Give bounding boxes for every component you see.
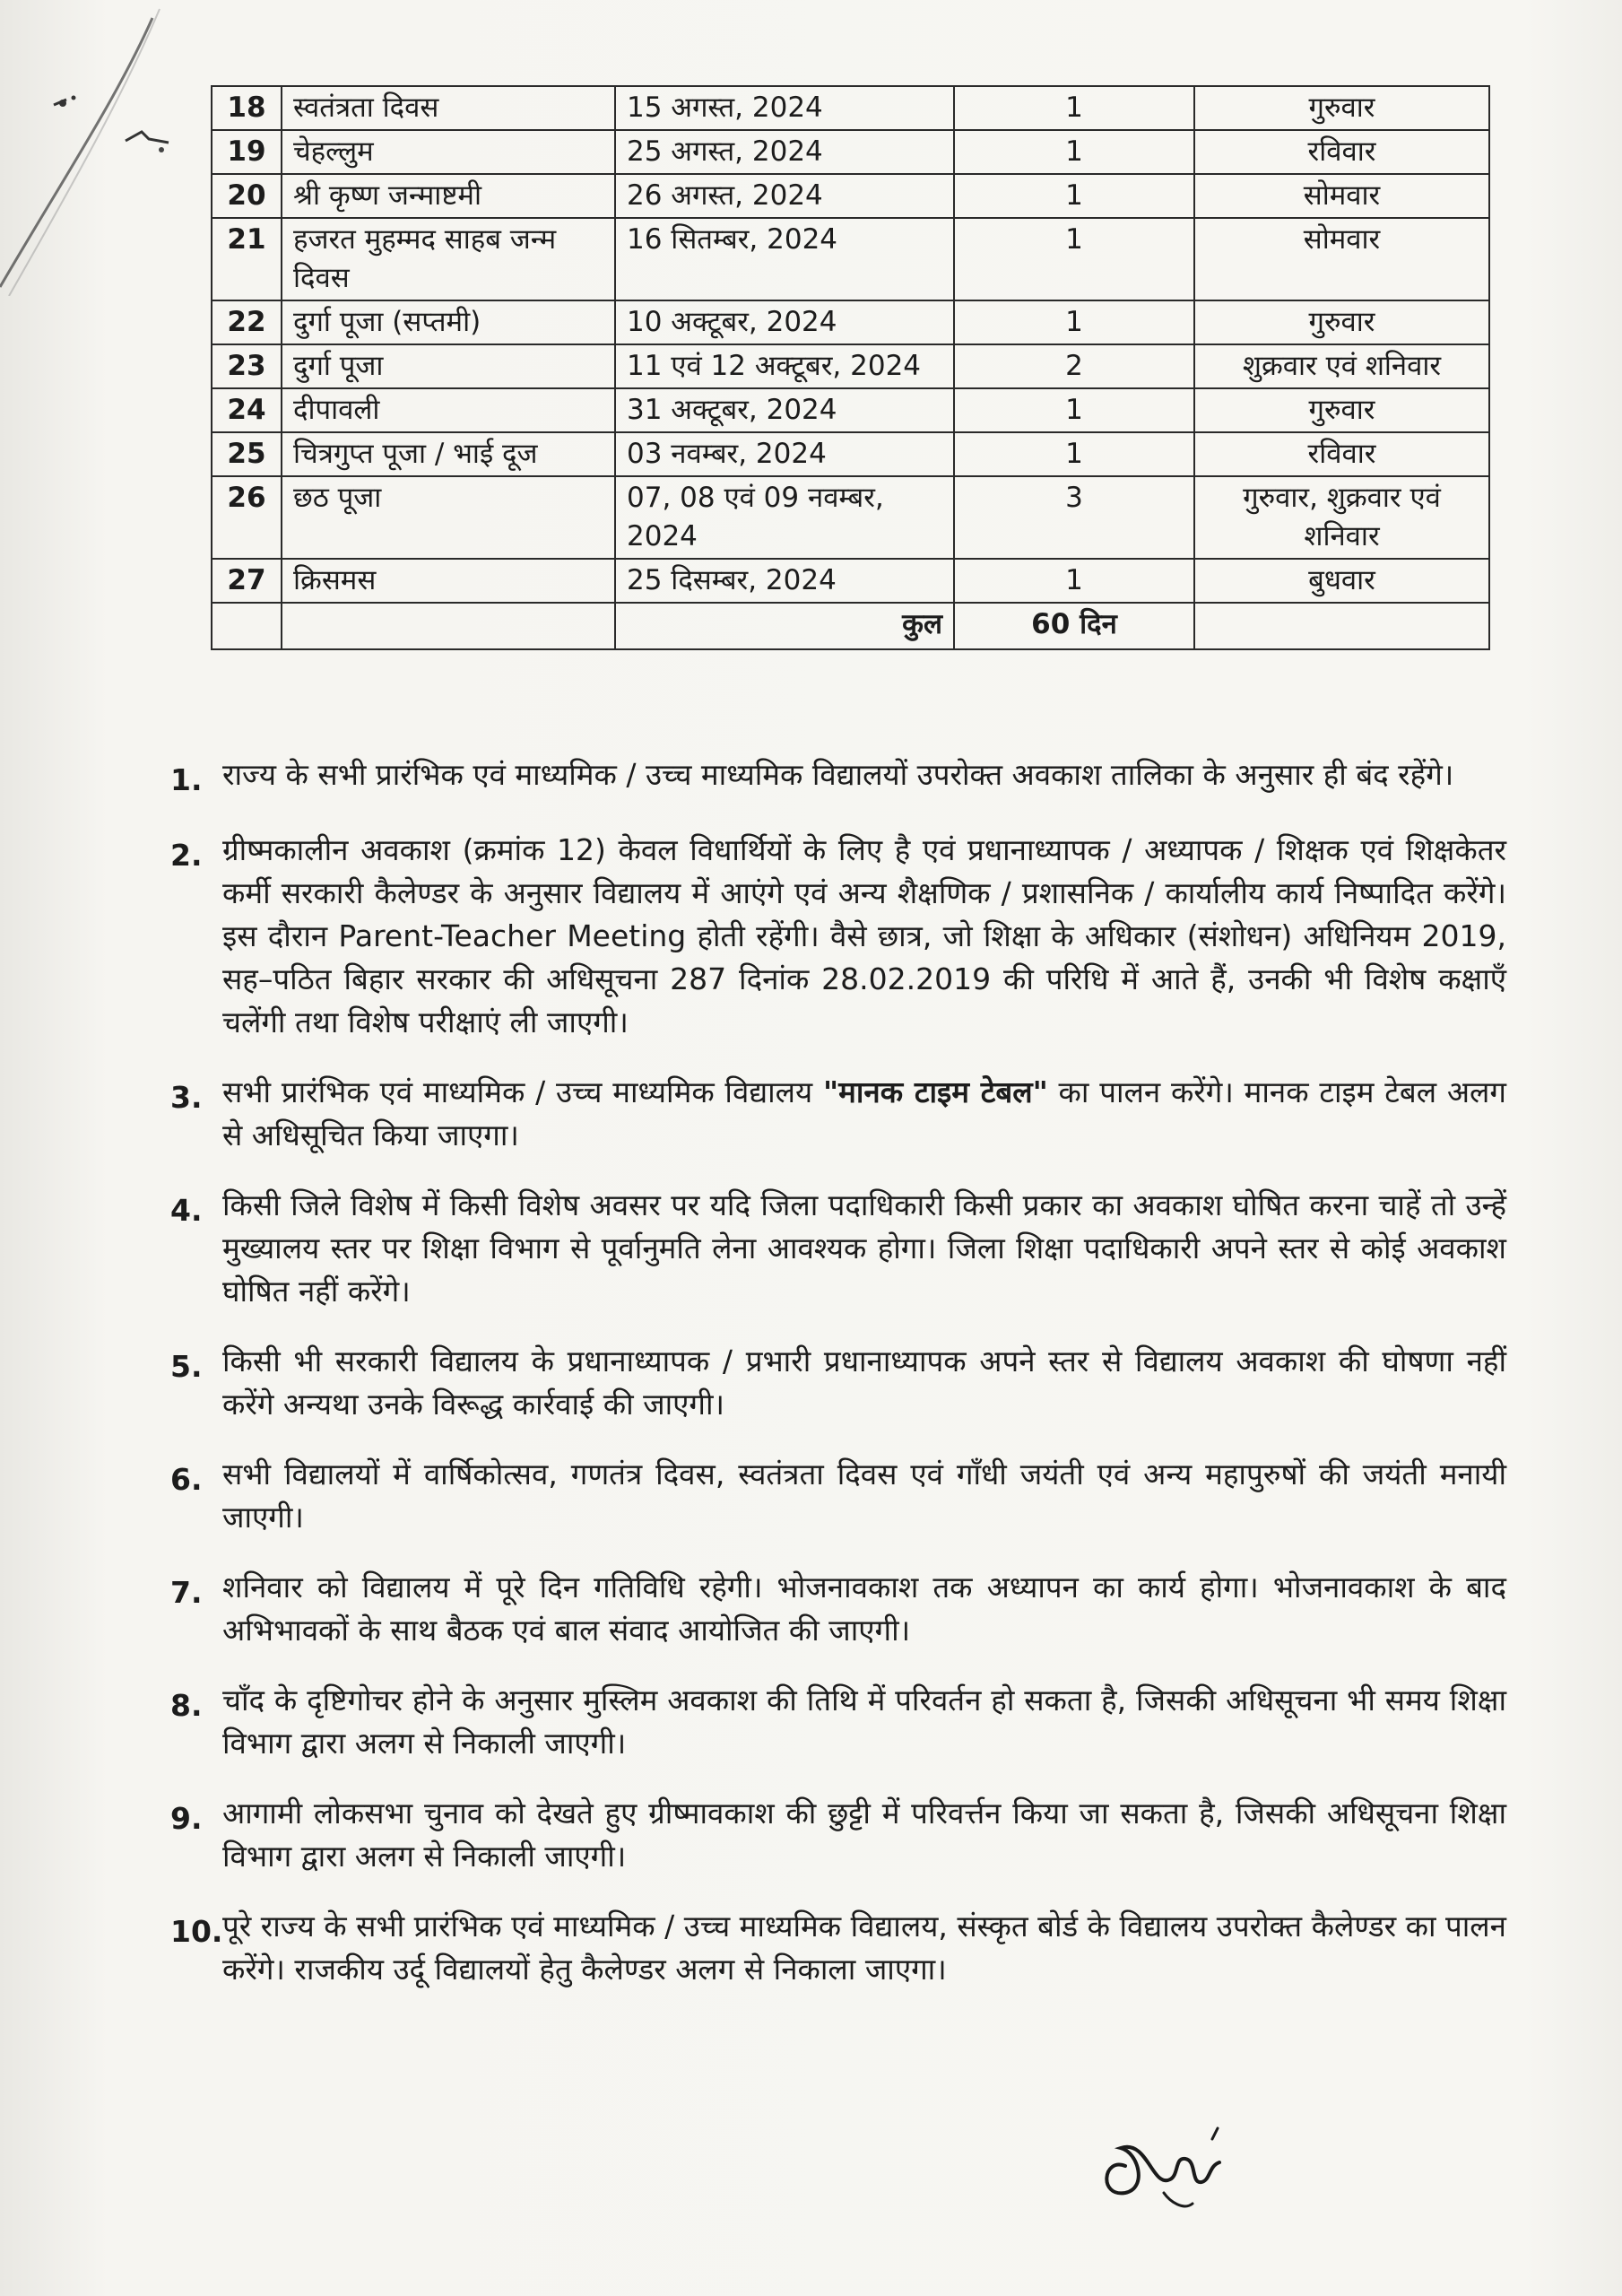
weekday-cell: गुरुवार (1194, 388, 1489, 432)
serial-number-cell: 18 (212, 86, 282, 130)
holiday-date-cell: 07, 08 एवं 09 नवम्बर, 2024 (615, 476, 954, 559)
table-row (212, 432, 1489, 476)
holiday-date-cell: 25 दिसम्बर, 2024 (615, 559, 954, 603)
weekday-cell: बुधवार (1194, 559, 1489, 603)
weekday-cell: सोमवार (1194, 174, 1489, 218)
holiday-name-cell: स्वतंत्रता दिवस (282, 86, 615, 130)
total-row (212, 603, 1489, 649)
note-number: 2. (170, 838, 203, 873)
serial-number-cell: 20 (212, 174, 282, 218)
note-item (170, 1071, 1506, 1157)
table-row (212, 86, 1489, 130)
table-row (212, 388, 1489, 432)
handwritten-signature (1085, 2103, 1237, 2220)
holiday-name-cell: छठ पूजा (282, 476, 615, 559)
holiday-date-cell: 25 अगस्त, 2024 (615, 130, 954, 174)
note-item (170, 1453, 1506, 1539)
holiday-date-cell: 11 एवं 12 अक्टूबर, 2024 (615, 344, 954, 388)
note-number: 10. (170, 1914, 223, 1949)
weekday-cell: सोमवार (1194, 218, 1489, 300)
holiday-table (211, 85, 1490, 650)
table-row (212, 218, 1489, 300)
standard-time-table-highlight: "मानक टाइम टेबल" (822, 1074, 1048, 1109)
serial-number-cell: 22 (212, 300, 282, 344)
days-count-cell: 1 (954, 432, 1194, 476)
serial-number-cell: 21 (212, 218, 282, 300)
note-text-part: का पालन करेंगे। मानक टाइम टेबल अलग से अधिसूचित किया जाएगा। (222, 1074, 1507, 1152)
table-row (212, 174, 1489, 218)
days-count-cell: 1 (954, 388, 1194, 432)
serial-number-cell: 19 (212, 130, 282, 174)
total-days-value: 60 दिन (954, 603, 1194, 649)
note-text: किसी जिले विशेष में किसी विशेष अवसर पर यदि जिला पदाधिकारी किसी प्रकार का अवकाश घोषित करना चाहें तो उन्हें मुख्यालय स्तर पर शिक्षा विभाग से पूर्वानुमति लेना आवश्यक होगा। जिला शिक्षा पदाधिकारी अपने स्तर से कोई अवकाश घोषित नहीं करेंगे। (222, 1187, 1506, 1309)
days-count-cell: 1 (954, 218, 1194, 300)
holiday-date-cell: 26 अगस्त, 2024 (615, 174, 954, 218)
note-number: 8. (170, 1688, 203, 1723)
table-row (212, 130, 1489, 174)
holiday-date-cell: 03 नवम्बर, 2024 (615, 432, 954, 476)
days-count-cell: 1 (954, 130, 1194, 174)
holiday-date-cell: 31 अक्टूबर, 2024 (615, 388, 954, 432)
note-number: 9. (170, 1801, 203, 1836)
note-text: किसी भी सरकारी विद्यालय के प्रधानाध्यापक / प्रभारी प्रधानाध्यापक अपने स्तर से विद्यालय अवकाश की घोषणा नहीं करेंगे अन्यथा उनके विरूद्ध कार्रवाई की जाएगी। (222, 1344, 1506, 1422)
days-count-cell: 3 (954, 476, 1194, 559)
note-item (170, 829, 1506, 1044)
serial-number-cell: 27 (212, 559, 282, 603)
holiday-table-body (212, 86, 1489, 649)
holiday-name-cell: दुर्गा पूजा (सप्तमी) (282, 300, 615, 344)
note-text (222, 1071, 1506, 1157)
holiday-name-cell: चित्रगुप्त पूजा / भाई दूज (282, 432, 615, 476)
table-row (212, 476, 1489, 559)
note-text: सभी विद्यालयों में वार्षिकोत्सव, गणतंत्र दिवस, स्वतंत्रता दिवस एवं गाँधी जयंती एवं अन्य महापुरुषों की जयंती मनायी जाएगी। (222, 1457, 1506, 1535)
empty-cell (212, 603, 282, 649)
total-label: कुल (615, 603, 954, 649)
holiday-date-cell: 15 अगस्त, 2024 (615, 86, 954, 130)
weekday-cell: रविवार (1194, 130, 1489, 174)
ink-smudge (36, 85, 197, 184)
note-text: पूरे राज्य के सभी प्रारंभिक एवं माध्यमिक / उच्च माध्यमिक विद्यालय, संस्कृत बोर्ड के विद्यालय उपरोक्त कैलेण्डर का पालन करेंगे। राजकीय उर्दू विद्यालयों हेतु कैलेण्डर अलग से निकाला जाएगा। (222, 1909, 1506, 1987)
days-count-cell: 1 (954, 300, 1194, 344)
holiday-date-cell: 10 अक्टूबर, 2024 (615, 300, 954, 344)
empty-cell (1194, 603, 1489, 649)
days-count-cell: 1 (954, 174, 1194, 218)
note-number: 4. (170, 1193, 203, 1228)
notes-list (170, 753, 1506, 2018)
days-count-cell: 1 (954, 86, 1194, 130)
note-number: 7. (170, 1575, 203, 1610)
note-text: आगामी लोकसभा चुनाव को देखते हुए ग्रीष्मावकाश की छुट्टी में परिवर्त्तन किया जा सकता है, जिसकी अधिसूचना शिक्षा विभाग द्वारा अलग से निकाली जाएगी। (222, 1796, 1506, 1874)
note-item (170, 1792, 1506, 1878)
days-count-cell: 1 (954, 559, 1194, 603)
table-row (212, 300, 1489, 344)
note-item (170, 1905, 1506, 1991)
weekday-cell: गुरुवार (1194, 300, 1489, 344)
holiday-name-cell: दीपावली (282, 388, 615, 432)
serial-number-cell: 26 (212, 476, 282, 559)
holiday-date-cell: 16 सितम्बर, 2024 (615, 218, 954, 300)
weekday-cell: शुक्रवार एवं शनिवार (1194, 344, 1489, 388)
table-row (212, 344, 1489, 388)
weekday-cell: गुरुवार, शुक्रवार एवं शनिवार (1194, 476, 1489, 559)
serial-number-cell: 24 (212, 388, 282, 432)
note-item (170, 1340, 1506, 1426)
note-text: ग्रीष्मकालीन अवकाश (क्रमांक 12) केवल विधार्थियों के लिए है एवं प्रधानाध्यापक / अध्यापक / शिक्षक एवं शिक्षकेतर कर्मी सरकारी कैलेण्डर के अनुसार विद्यालय में आएंगे एवं अन्य शैक्षणिक / प्रशासनिक / कार्यालीय कार्य निष्पादित करेंगे। इस दौरान Parent-Teacher Meeting होती रहेंगी। वैसे छात्र, जो शिक्षा के अधिकार (संशोधन) अधिनियम 2019, सह–पठित बिहार सरकार की अधिसूचना 287 दिनांक 28.02.2019 की परिधि में आते हैं, उनकी भी विशेष कक्षाएँ चलेंगी तथा विशेष परीक्षाएं ली जाएगी। (222, 832, 1506, 1039)
weekday-cell: गुरुवार (1194, 86, 1489, 130)
note-number: 5. (170, 1349, 203, 1384)
note-number: 3. (170, 1080, 203, 1115)
serial-number-cell: 23 (212, 344, 282, 388)
days-count-cell: 2 (954, 344, 1194, 388)
holiday-name-cell: दुर्गा पूजा (282, 344, 615, 388)
note-text: राज्य के सभी प्रारंभिक एवं माध्यमिक / उच्च माध्यमिक विद्यालयों उपरोक्त अवकाश तालिका के अनुसार ही बंद रहेंगे। (222, 757, 1454, 792)
holiday-name-cell: चेहल्लुम (282, 130, 615, 174)
note-text: शनिवार को विद्यालय में पूरे दिन गतिविधि रहेगी। भोजनावकाश तक अध्यापन का कार्य होगा। भोजनावकाश के बाद अभिभावकों के साथ बैठक एवं बाल संवाद आयोजित की जाएगी। (222, 1570, 1506, 1648)
serial-number-cell: 25 (212, 432, 282, 476)
note-item (170, 1566, 1506, 1652)
note-item (170, 753, 1506, 802)
note-number: 6. (170, 1462, 203, 1497)
table-row (212, 559, 1489, 603)
weekday-cell: रविवार (1194, 432, 1489, 476)
note-number: 1. (170, 762, 203, 797)
empty-cell (282, 603, 615, 649)
note-item (170, 1679, 1506, 1765)
holiday-name-cell: श्री कृष्ण जन्माष्टमी (282, 174, 615, 218)
holiday-name-cell: हजरत मुहम्मद साहब जन्म दिवस (282, 218, 615, 300)
note-item (170, 1184, 1506, 1313)
note-text: चाँद के दृष्टिगोचर होने के अनुसार मुस्लिम अवकाश की तिथि में परिवर्तन हो सकता है, जिसकी अधिसूचना भी समय शिक्षा विभाग द्वारा अलग से निकाली जाएगी। (222, 1683, 1506, 1761)
holiday-name-cell: क्रिसमस (282, 559, 615, 603)
note-text-part: सभी प्रारंभिक एवं माध्यमिक / उच्च माध्यमिक विद्यालय (222, 1074, 823, 1109)
